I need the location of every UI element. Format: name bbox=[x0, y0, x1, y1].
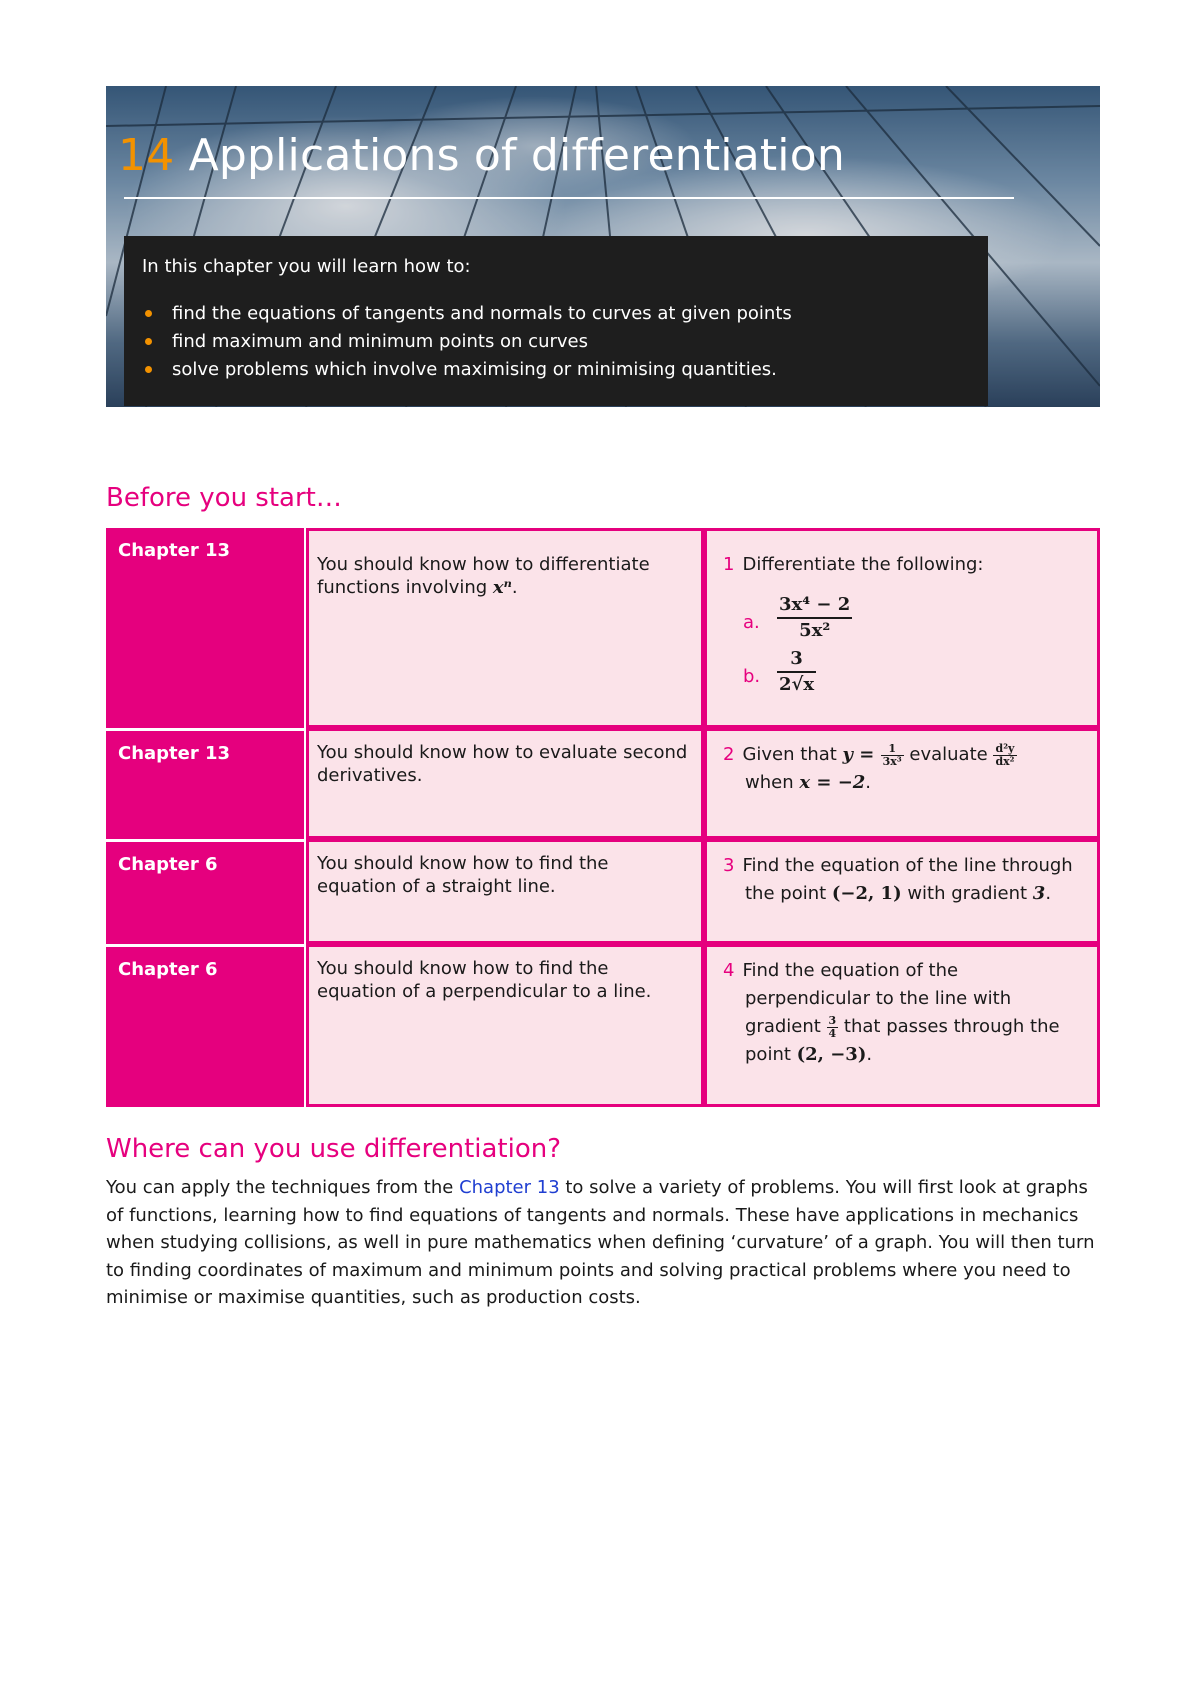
math-expression: (−2, 1) bbox=[831, 883, 902, 904]
question-text-end: . bbox=[865, 772, 872, 793]
fraction-numerator: 3 bbox=[828, 1013, 837, 1027]
inline-fraction bbox=[827, 1015, 839, 1040]
where-can-you-use-heading: Where can you use differentiation? bbox=[106, 1134, 562, 1164]
paragraph-text: to solve a variety of problems. You will first look at graphs of functions, learning how to find equations of tangents and normals. These have applications in mechanics when studying collisions, as well in pure mathematics when defining ‘curvature’ of a graph. You will then turn to finding coordinates of maximum and minimum points and solving practical problems where you need to minimise or maximise quantities, such as production costs. bbox=[106, 1177, 1095, 1308]
prereq-question-cell bbox=[704, 839, 1100, 944]
prereq-chapter-label: Chapter 13 bbox=[118, 540, 231, 561]
question-text: Find the equation of the perpendicular to the line with gradient bbox=[742, 960, 1012, 1037]
question-text: when bbox=[745, 772, 800, 793]
page bbox=[106, 86, 1100, 1308]
bullet-icon bbox=[145, 338, 152, 345]
question-text: with gradient bbox=[901, 883, 1033, 904]
learning-objective-text: find maximum and minimum points on curves bbox=[172, 331, 588, 352]
prereq-chapter-cell bbox=[106, 528, 304, 728]
prereq-knowledge-cell bbox=[306, 528, 704, 728]
fraction-denominator: 4 bbox=[828, 1026, 837, 1040]
prerequisite-row bbox=[106, 728, 1100, 839]
title-rule bbox=[124, 197, 1014, 199]
learning-objective-text: solve problems which involve maximising or minimising quantities. bbox=[172, 359, 777, 380]
fraction-numerator: 3 bbox=[790, 648, 803, 669]
prereq-knowledge-text: You should know how to find the equation of a perpendicular to a line. bbox=[317, 958, 652, 1002]
question-text: evaluate bbox=[903, 744, 994, 765]
prereq-chapter-cell bbox=[106, 839, 304, 944]
math-expression: 3 bbox=[1032, 883, 1046, 904]
fraction-numerator: d²y bbox=[995, 741, 1015, 755]
learning-objectives-box bbox=[124, 236, 988, 406]
question-number: 4 bbox=[723, 960, 735, 981]
prereq-question-cell bbox=[704, 528, 1100, 728]
before-you-start-heading: Before you start… bbox=[106, 483, 342, 513]
prereq-chapter-label: Chapter 6 bbox=[118, 959, 218, 980]
question-text: Differentiate the following: bbox=[742, 554, 984, 575]
math-expression: xⁿ bbox=[492, 577, 512, 598]
prereq-knowledge-cell bbox=[306, 944, 704, 1107]
question-text: that passes through the point bbox=[745, 1016, 1060, 1065]
learning-objective-text: find the equations of tangents and normals to curves at given points bbox=[172, 303, 792, 324]
question-text-end: . bbox=[1045, 883, 1052, 904]
derivative-fraction bbox=[993, 743, 1016, 768]
question-number: 3 bbox=[723, 855, 735, 876]
part-a-fraction bbox=[777, 593, 852, 643]
prereq-knowledge-text-end: . bbox=[511, 577, 518, 598]
math-expression: y = bbox=[842, 744, 881, 765]
paragraph-text: You can apply the techniques from the bbox=[106, 1177, 460, 1198]
question-body bbox=[723, 852, 1087, 908]
learning-objective-item bbox=[142, 300, 792, 328]
chapter-number: 14 bbox=[118, 130, 175, 181]
prereq-question-cell bbox=[704, 728, 1100, 839]
question-number: 1 bbox=[723, 554, 735, 575]
prereq-knowledge-cell bbox=[306, 728, 704, 839]
bullet-icon bbox=[145, 310, 152, 317]
learning-objectives-list bbox=[142, 300, 792, 384]
fraction-numerator: 3x⁴ − 2 bbox=[779, 594, 851, 615]
inline-fraction bbox=[881, 743, 904, 768]
learning-objectives-intro: In this chapter you will learn how to: bbox=[142, 256, 471, 277]
part-b-fraction bbox=[777, 647, 816, 697]
fraction-denominator: 3x³ bbox=[882, 754, 902, 768]
prereq-knowledge-text: You should know how to evaluate second derivatives. bbox=[317, 742, 688, 786]
question-continuation bbox=[723, 769, 1087, 797]
bullet-icon bbox=[145, 366, 152, 373]
prereq-chapter-label: Chapter 6 bbox=[118, 854, 218, 875]
prereq-knowledge-cell bbox=[306, 839, 704, 944]
prereq-knowledge-text: You should know how to differentiate functions involving bbox=[317, 554, 650, 598]
chapter-title bbox=[118, 130, 845, 181]
prereq-question-cell bbox=[704, 944, 1100, 1107]
chapter-13-link[interactable]: Chapter 13 bbox=[459, 1177, 560, 1198]
question-text: Find the equation of the line through the point bbox=[742, 855, 1073, 904]
chapter-banner bbox=[106, 86, 1100, 407]
prerequisite-row bbox=[106, 528, 1100, 728]
fraction-denominator: dx² bbox=[995, 754, 1015, 768]
question-text-end: . bbox=[866, 1044, 873, 1065]
prereq-chapter-cell bbox=[106, 728, 304, 839]
math-expression: (2, −3) bbox=[796, 1044, 867, 1065]
question-text: Given that bbox=[742, 744, 843, 765]
learning-objective-item bbox=[142, 356, 792, 384]
part-a-label: a. bbox=[743, 612, 760, 633]
prerequisite-row bbox=[106, 944, 1100, 1107]
fraction-numerator: 1 bbox=[888, 741, 896, 755]
learning-objective-item bbox=[142, 328, 792, 356]
part-b-label: b. bbox=[743, 666, 761, 687]
fraction-denominator: 5x² bbox=[777, 617, 852, 643]
intro-paragraph bbox=[106, 1174, 1100, 1312]
math-expression: x = −2 bbox=[799, 772, 866, 793]
prereq-chapter-label: Chapter 13 bbox=[118, 743, 231, 764]
prereq-chapter-cell bbox=[106, 944, 304, 1107]
chapter-title-text: Applications of differentiation bbox=[188, 130, 845, 181]
question-number: 2 bbox=[723, 744, 735, 765]
fraction-denominator: 2√x bbox=[777, 671, 816, 697]
prerequisite-row bbox=[106, 839, 1100, 944]
prereq-knowledge-text: You should know how to find the equation of a straight line. bbox=[317, 853, 609, 897]
question-body bbox=[723, 957, 1087, 1069]
